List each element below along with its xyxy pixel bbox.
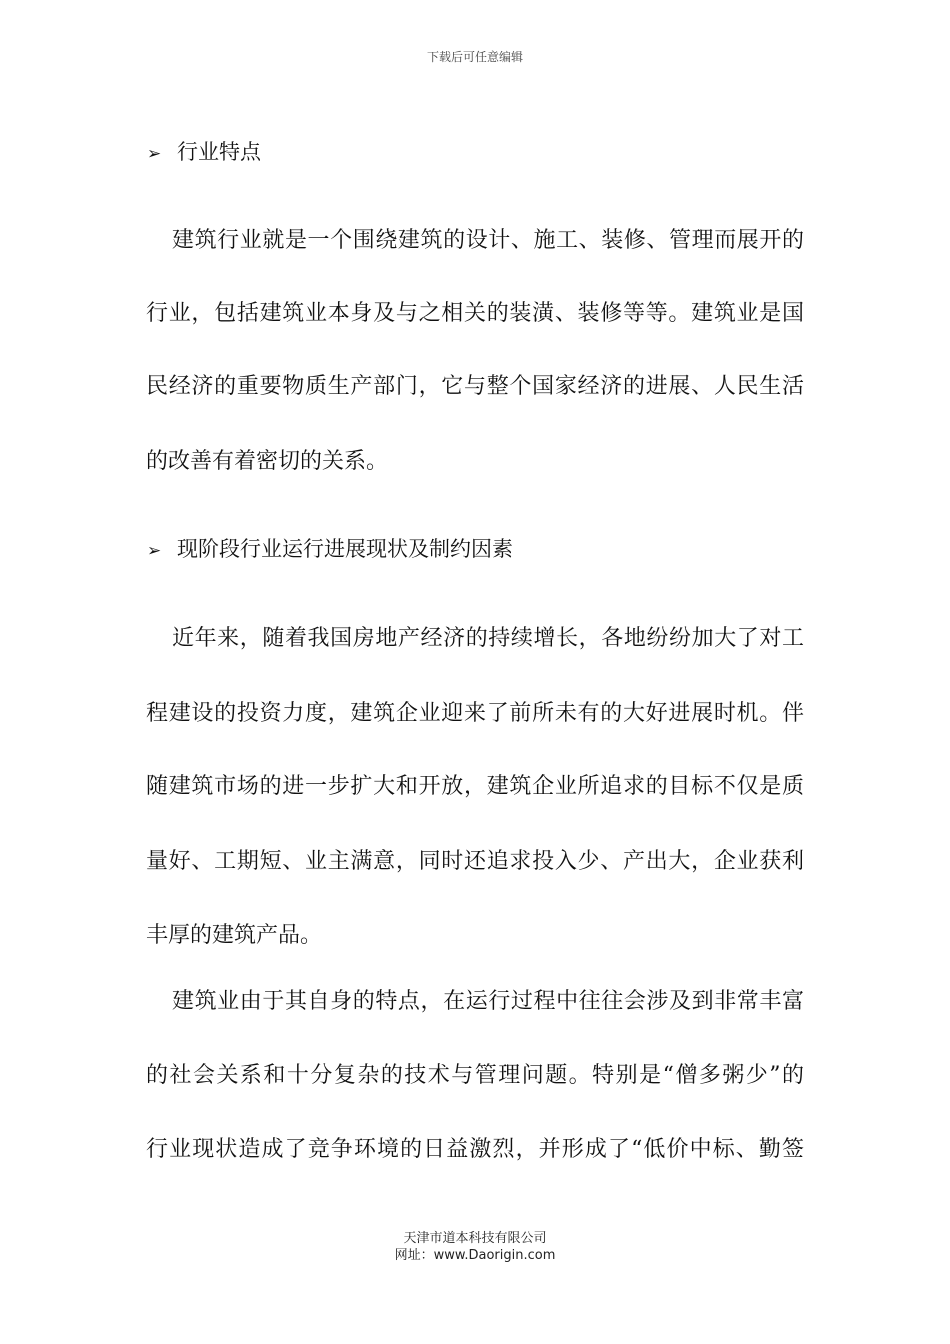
footer-url-label: 网址：	[394, 1248, 434, 1263]
arrow-bullet-icon: ➢	[147, 144, 162, 164]
arrow-bullet-icon: ➢	[147, 541, 162, 561]
footer-company: 天津市道本科技有限公司	[403, 1231, 547, 1246]
paragraph-line: 丰厚的建筑产品。	[146, 923, 323, 948]
footer-url: www.Daorigin.com	[433, 1248, 556, 1263]
page-header: 下载后可任意编辑	[426, 50, 523, 64]
paragraph-line: 建筑业由于其自身的特点，在运行过程中往往会涉及到非常丰富	[172, 989, 804, 1014]
section-title: 行业特点	[177, 140, 261, 164]
section-title: 现阶段行业运行进展现状及制约因素	[177, 537, 513, 561]
footer-website	[0, 1248, 950, 1264]
paragraph-line: 建筑行业就是一个围绕建筑的设计、施工、装修、管理而展开的	[172, 228, 804, 253]
paragraph-line: 行业，包括建筑业本身及与之相关的装潢、装修等等。建筑业是国	[146, 301, 804, 326]
paragraph-line: 民经济的重要物质生产部门，它与整个国家经济的进展、人民生活	[146, 374, 804, 399]
paragraph-line: 随建筑市场的进一步扩大和开放，建筑企业所追求的目标不仅是质	[146, 774, 804, 799]
paragraph-line: 程建设的投资力度，建筑企业迎来了前所未有的大好进展时机。伴	[146, 701, 804, 726]
paragraph-line: 近年来，随着我国房地产经济的持续增长，各地纷纷加大了对工	[172, 626, 804, 651]
paragraph-line: 的改善有着密切的关系。	[146, 449, 389, 474]
paragraph-line: 的社会关系和十分复杂的技术与管理问题。特别是“僧多粥少”的	[146, 1063, 804, 1088]
paragraph-line: 量好、工期短、业主满意，同时还追求投入少、产出大，企业获利	[146, 849, 804, 874]
section-heading-current-status	[147, 534, 513, 566]
section-heading-industry-features	[147, 137, 261, 169]
paragraph-line: 行业现状造成了竞争环境的日益激烈，并形成了“低价中标、勤签	[146, 1137, 804, 1162]
